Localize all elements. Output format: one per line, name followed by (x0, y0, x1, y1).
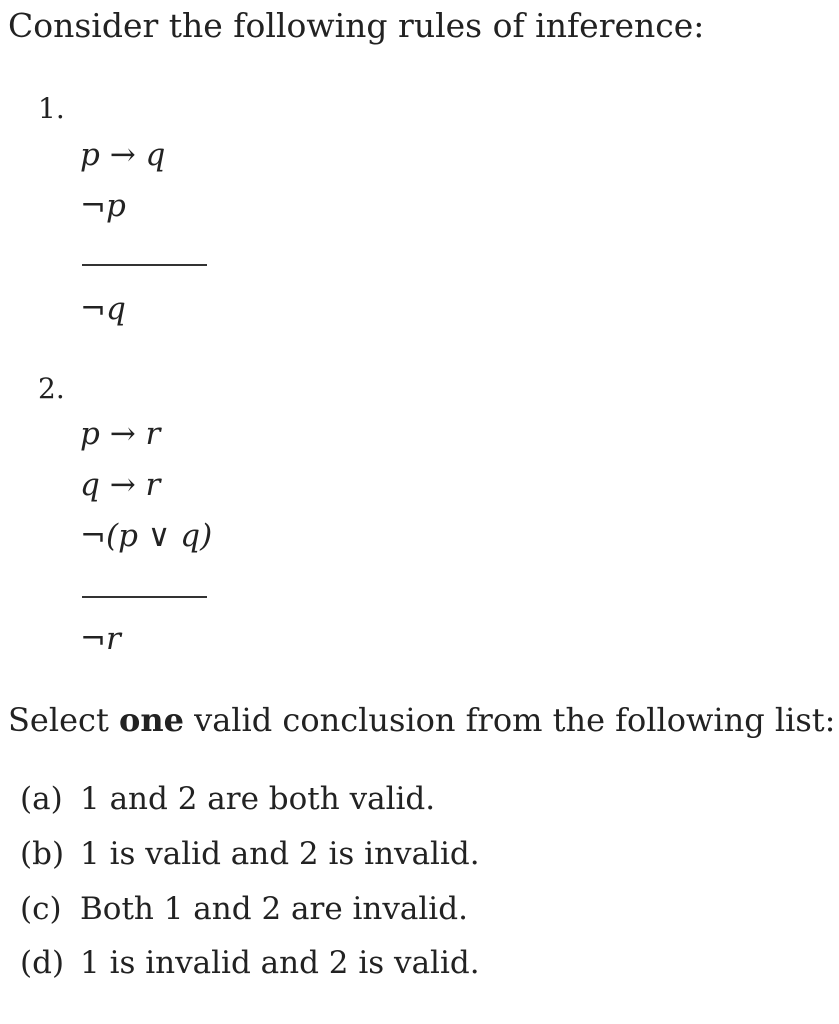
rule-2-premise-3: ¬(p ∨ q) (80, 518, 213, 554)
rule-2-conclusion: ¬r (80, 621, 121, 657)
option-b-label: (b) (20, 836, 65, 872)
intro-text: Consider the following rules of inference: (8, 6, 705, 45)
rule-2-number: 2. (38, 372, 65, 405)
prompt-before: Select (8, 701, 119, 739)
option-b-text: 1 is valid and 2 is invalid. (80, 836, 480, 872)
rule-1-number: 1. (38, 92, 65, 125)
option-b[interactable] (20, 836, 480, 872)
option-a[interactable] (20, 781, 435, 817)
option-c-text: Both 1 and 2 are invalid. (80, 891, 468, 927)
rule-1-conclusion: ¬q (80, 291, 126, 327)
option-d[interactable] (20, 945, 480, 981)
selection-prompt (8, 701, 835, 739)
option-a-label: (a) (20, 781, 63, 817)
option-d-text: 1 is invalid and 2 is valid. (80, 945, 480, 981)
rule-1-premise-2: ¬p (80, 188, 126, 224)
rule-1-premise-1: p → q (80, 137, 166, 173)
rule-2-premise-1: p → r (80, 416, 161, 452)
prompt-after: valid conclusion from the following list: (183, 701, 836, 739)
rule-1-inference-line (82, 264, 207, 266)
option-d-label: (d) (20, 945, 65, 981)
rule-2-premise-2: q → r (80, 467, 161, 503)
option-a-text: 1 and 2 are both valid. (80, 781, 436, 817)
option-c-label: (c) (20, 891, 62, 927)
prompt-bold: one (118, 701, 184, 739)
rule-2-inference-line (82, 596, 207, 598)
option-c[interactable] (20, 891, 468, 927)
